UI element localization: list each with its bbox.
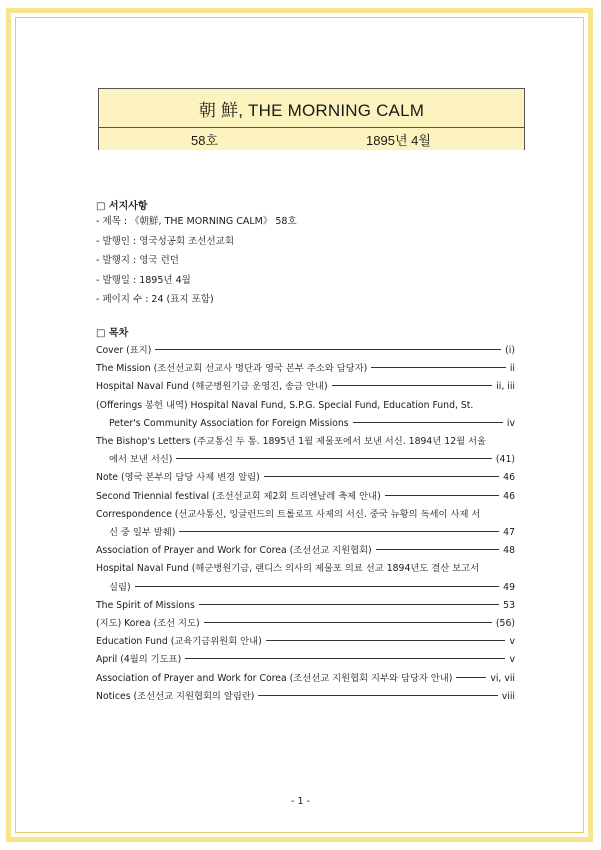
toc-leader xyxy=(185,658,505,659)
toc-entry xyxy=(96,651,515,669)
bib-item: - 발행일 : 1895년 4월 xyxy=(96,274,191,286)
toc-leader xyxy=(385,495,499,496)
table-of-contents xyxy=(96,342,515,706)
toc-page: v xyxy=(509,636,515,648)
toc-entry xyxy=(96,542,515,560)
toc-entry-continuation: 에서 보낸 서신) xyxy=(109,454,173,466)
toc-entry-continuation: 실림) xyxy=(109,581,131,593)
toc-page: 46 xyxy=(503,472,515,484)
bib-item: - 제목 : 《朝鮮, THE MORNING CALM》 58호 xyxy=(96,216,297,227)
toc-leader xyxy=(204,622,492,623)
toc-entry-text: (지도) Korea (조선 지도) xyxy=(96,618,200,630)
toc-entry xyxy=(96,342,515,360)
toc-entry xyxy=(96,597,515,615)
issue-date: 1895년 4월 xyxy=(366,132,431,148)
issue-number: 58호 xyxy=(191,132,219,148)
toc-leader xyxy=(258,695,497,696)
toc-entry xyxy=(96,469,515,487)
toc-entry xyxy=(96,360,515,378)
document-title: 朝 鮮, THE MORNING CALM xyxy=(99,89,524,128)
toc-entry-continuation: 신 중 일부 발췌) xyxy=(109,527,176,539)
toc-heading: □ 목차 xyxy=(96,328,129,339)
toc-entry-text: The Bishop's Letters (주교통신 두 통. 1895년 1월 제물포에서 보낸 서신. 1894년 12월 서울 xyxy=(96,436,487,448)
toc-leader xyxy=(135,586,500,587)
toc-entry-text: Correspondence (선교사통신, 잉글런드의 트롤로프 사제의 서신. 중국 뉴황의 독세이 사제 서 xyxy=(96,508,481,520)
toc-entry-text: Hospital Naval Fund (해군병원기금 운영진, 송금 안내) xyxy=(96,381,328,393)
toc-page: (56) xyxy=(495,618,515,630)
toc-entry-text: Cover (표지) xyxy=(96,345,152,356)
toc-page: 53 xyxy=(503,599,515,611)
issue-row xyxy=(99,128,524,150)
toc-entry-text: Note (영국 본부의 담당 사제 변경 알림) xyxy=(96,472,260,484)
toc-page: (41) xyxy=(495,454,515,466)
toc-page: viii xyxy=(501,690,515,702)
toc-page: ii, iii xyxy=(496,381,515,393)
toc-page: 49 xyxy=(503,581,515,593)
toc-entry-text: Second Triennial festival (조선선교회 제2회 트리엔날레 축제 안내) xyxy=(96,490,381,502)
toc-entry xyxy=(96,579,515,597)
toc-leader xyxy=(353,422,503,423)
toc-entry-text: The Spirit of Missions xyxy=(96,599,195,611)
toc-leader xyxy=(199,604,499,605)
bib-item: - 발행지 : 영국 런던 xyxy=(96,255,179,266)
toc-entry-text: Association of Prayer and Work for Corea (조선선교 지원협회 지부와 담당자 안내) xyxy=(96,672,453,684)
toc-entry xyxy=(96,451,515,469)
bib-item: - 페이지 수 : 24 (표지 포함) xyxy=(96,294,214,305)
toc-entry-text: The Mission (조선선교회 선교사 명단과 영국 본부 주소와 담당자) xyxy=(96,363,368,375)
toc-entry xyxy=(96,670,515,688)
toc-entry-continuation: Peter's Community Association for Foreign Missions xyxy=(109,417,349,429)
toc-entry xyxy=(96,524,515,542)
toc-entry xyxy=(96,378,515,396)
toc-leader xyxy=(176,458,491,459)
toc-page: (i) xyxy=(505,345,515,356)
bib-list xyxy=(96,212,297,310)
toc-page: 46 xyxy=(503,490,515,502)
toc-leader xyxy=(332,385,493,386)
toc-entry xyxy=(96,688,515,706)
toc-entry xyxy=(96,615,515,633)
title-box xyxy=(98,88,525,150)
toc-entry xyxy=(96,415,515,433)
bib-heading: □ 서지사항 xyxy=(96,201,148,212)
toc-leader xyxy=(456,677,486,678)
toc-page: v xyxy=(509,654,515,666)
toc-leader xyxy=(179,531,499,532)
toc-leader xyxy=(264,476,499,477)
toc-entry-text: (Offerings 봉헌 내역) Hospital Naval Fund, S.P.G. Special Fund, Education Fund, St. xyxy=(96,399,474,411)
toc-entry-text: Notices (조선선교 지원협회의 알림란) xyxy=(96,690,255,702)
toc-page: ii xyxy=(509,363,515,375)
toc-leader xyxy=(155,349,501,350)
toc-page: vi, vii xyxy=(490,672,515,684)
page-number: - 1 - xyxy=(291,796,310,807)
toc-entry-text: Education Fund (교육기금위원회 안내) xyxy=(96,636,262,648)
toc-entry-text: Hospital Naval Fund (해군병원기금, 랜디스 의사의 제물포 의료 선교 1894년도 결산 보고서 xyxy=(96,563,480,575)
toc-page: iv xyxy=(506,417,515,429)
toc-leader xyxy=(266,640,506,641)
toc-page: 48 xyxy=(503,545,515,557)
toc-page: 47 xyxy=(503,527,515,539)
bib-item: - 발행인 : 영국성공회 조선선교회 xyxy=(96,235,235,247)
toc-leader xyxy=(371,367,506,368)
toc-entry xyxy=(96,488,515,506)
toc-entry-text: Association of Prayer and Work for Corea (조선선교 지원협회) xyxy=(96,545,372,557)
toc-leader xyxy=(376,549,499,550)
toc-entry-text: April (4월의 기도표) xyxy=(96,654,182,666)
toc-entry xyxy=(96,633,515,651)
